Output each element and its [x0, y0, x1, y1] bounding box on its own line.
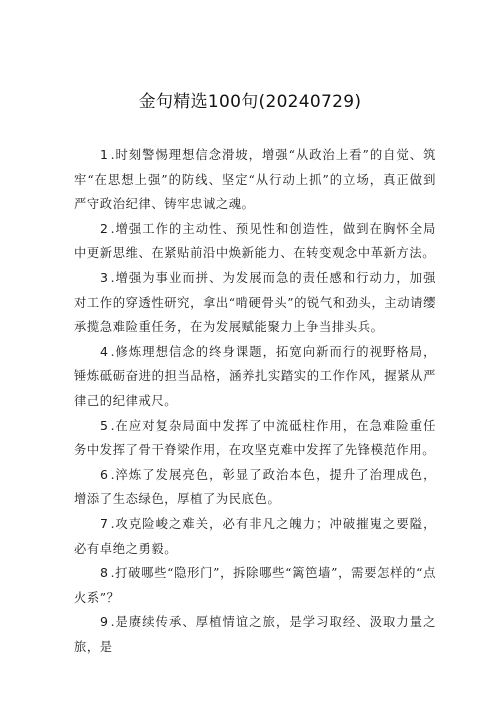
list-item [74, 217, 436, 266]
item-text: .攻克险峻之难关，必有非凡之魄力；冲破摧嵬之要隘，必有卓绝之勇毅。 [74, 516, 436, 556]
item-text: .打破哪些“隐形门”，拆除哪些“篱笆墙”，需要怎样的“点火系”？ [74, 566, 436, 605]
document-title: 金句精选100句(20240729) [138, 92, 362, 112]
list-item [74, 266, 436, 340]
item-text: .时刻警惕理想信念滑坡，增强“从政治上看”的自觉、筑牢“在思想上强”的防线、坚定“从行动上抓”的立场，真正做到严守政治纪律、铸牢忠诚之魂。 [74, 148, 436, 212]
document-body [74, 143, 436, 659]
item-number: 3 [100, 269, 109, 285]
item-text: .是赓续传承、厚植情谊之旅，是学习取经、汲取力量之旅，是 [74, 615, 436, 654]
list-item [74, 463, 436, 512]
item-number: 8 [100, 565, 109, 581]
item-text: .淬炼了发展亮色，彰显了政治本色，提升了治理成色，增添了生态绿色，厚植了为民底色。 [74, 467, 436, 507]
item-text: .增强为事业而拼、为发展而急的责任感和行动力，加强对工作的穿透性研究，拿出“啃硬骨头”的锐气和劲头，主动请缨承揽急难险重任务，在为发展赋能聚力上争当排头兵。 [74, 270, 436, 335]
item-number: 6 [100, 466, 109, 482]
list-item [74, 561, 436, 610]
list-item [74, 414, 436, 463]
item-number: 2 [100, 220, 109, 236]
item-number: 5 [100, 417, 109, 433]
item-text: .增强工作的主动性、预见性和创造性，做到在胸怀全局中更新思维、在紧贴前沿中焕新能力、在转变观念中革新方法。 [74, 221, 436, 261]
item-text: .修炼理想信念的终身课题，拓宽向新而行的视野格局，锤炼砥砺奋进的担当品格，涵养扎实踏实的工作作风，握紧从严律己的纪律戒尺。 [74, 344, 436, 408]
item-number: 1 [100, 147, 109, 162]
item-text: .在应对复杂局面中发挥了中流砥柱作用，在急难险重任务中发挥了骨干脊梁作用，在攻坚克难中发挥了先锋模范作用。 [74, 418, 436, 458]
list-item [74, 340, 436, 414]
item-number: 4 [100, 343, 109, 359]
list-item [74, 143, 436, 217]
item-number: 7 [100, 515, 109, 531]
list-item [74, 610, 436, 659]
list-item [74, 512, 436, 561]
item-number: 9 [100, 614, 109, 630]
